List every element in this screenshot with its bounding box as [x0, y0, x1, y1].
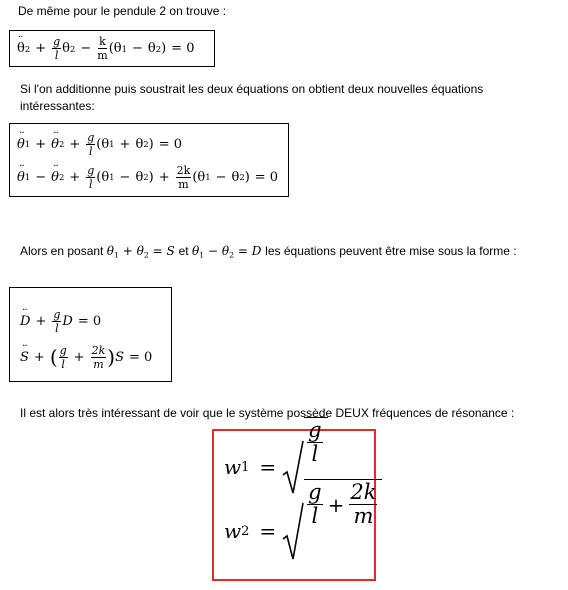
- paragraph-frequences: Il est alors très intéressant de voir que le système possède DEUX fréquences de résonance :: [20, 406, 515, 420]
- text-mise-sous-forme: les équations peuvent être mise sous la forme :: [265, 244, 517, 258]
- equation-box-1: [9, 30, 215, 67]
- equation-sum: ¨ θ 1 + ¨ θ 2 + $\frac{g}{l}$ ( θ 1 + θ 2 ) = 0: [17, 129, 182, 159]
- equation-S: ¨ S + ( $\frac{g}{l}$ + $\frac{2k}{m}$ ) S = 0: [20, 340, 152, 374]
- paragraph-pendule-2: De même pour le pendule 2 on trouve :: [18, 4, 227, 18]
- text-et: et: [178, 244, 189, 258]
- inline-math-sum: $\theta_1 + \theta_2 = S$: [106, 244, 175, 260]
- equation-difference: ¨ θ 1 − ¨ θ 2 + $\frac{g}{l}$ ( θ 1 − θ 2 ) + $\frac{2k}{m}$ ( θ 1 − θ 2 ) = 0: [17, 162, 278, 192]
- inline-math-difference: $\theta_1 - \theta_2 = D$: [191, 244, 262, 260]
- sqrt-sign-1: [282, 439, 304, 495]
- paragraph-additionne-line2: intéressantes:: [20, 99, 95, 113]
- sqrt-sign-2: [282, 501, 304, 561]
- equation-w1: w 1 = $\frac{g}{l}$: [224, 439, 328, 495]
- equation-box-2: [9, 123, 289, 197]
- equation-D: ¨ D + $\frac{g}{l}$ D = 0: [20, 306, 101, 336]
- equation-box-3: [9, 287, 172, 382]
- text-alors-en-posant: Alors en posant: [20, 244, 104, 258]
- paragraph-en-posant: [20, 243, 517, 263]
- paragraph-additionne-line1: Si l'on additionne puis soustrait les deux équations on obtient deux nouvelles équations: [20, 82, 484, 96]
- equation-pendule-2: ¨ θ 2 + $\frac{g}{l}$ θ 2 − $\frac{k}{m}$ ( θ 1 − θ 2 ) = 0: [17, 35, 194, 62]
- equation-w2: w 2 = $\frac{g}{l}$ + $\frac{2k}{m}$: [224, 501, 382, 561]
- resonance-frequencies-box: [212, 418, 377, 581]
